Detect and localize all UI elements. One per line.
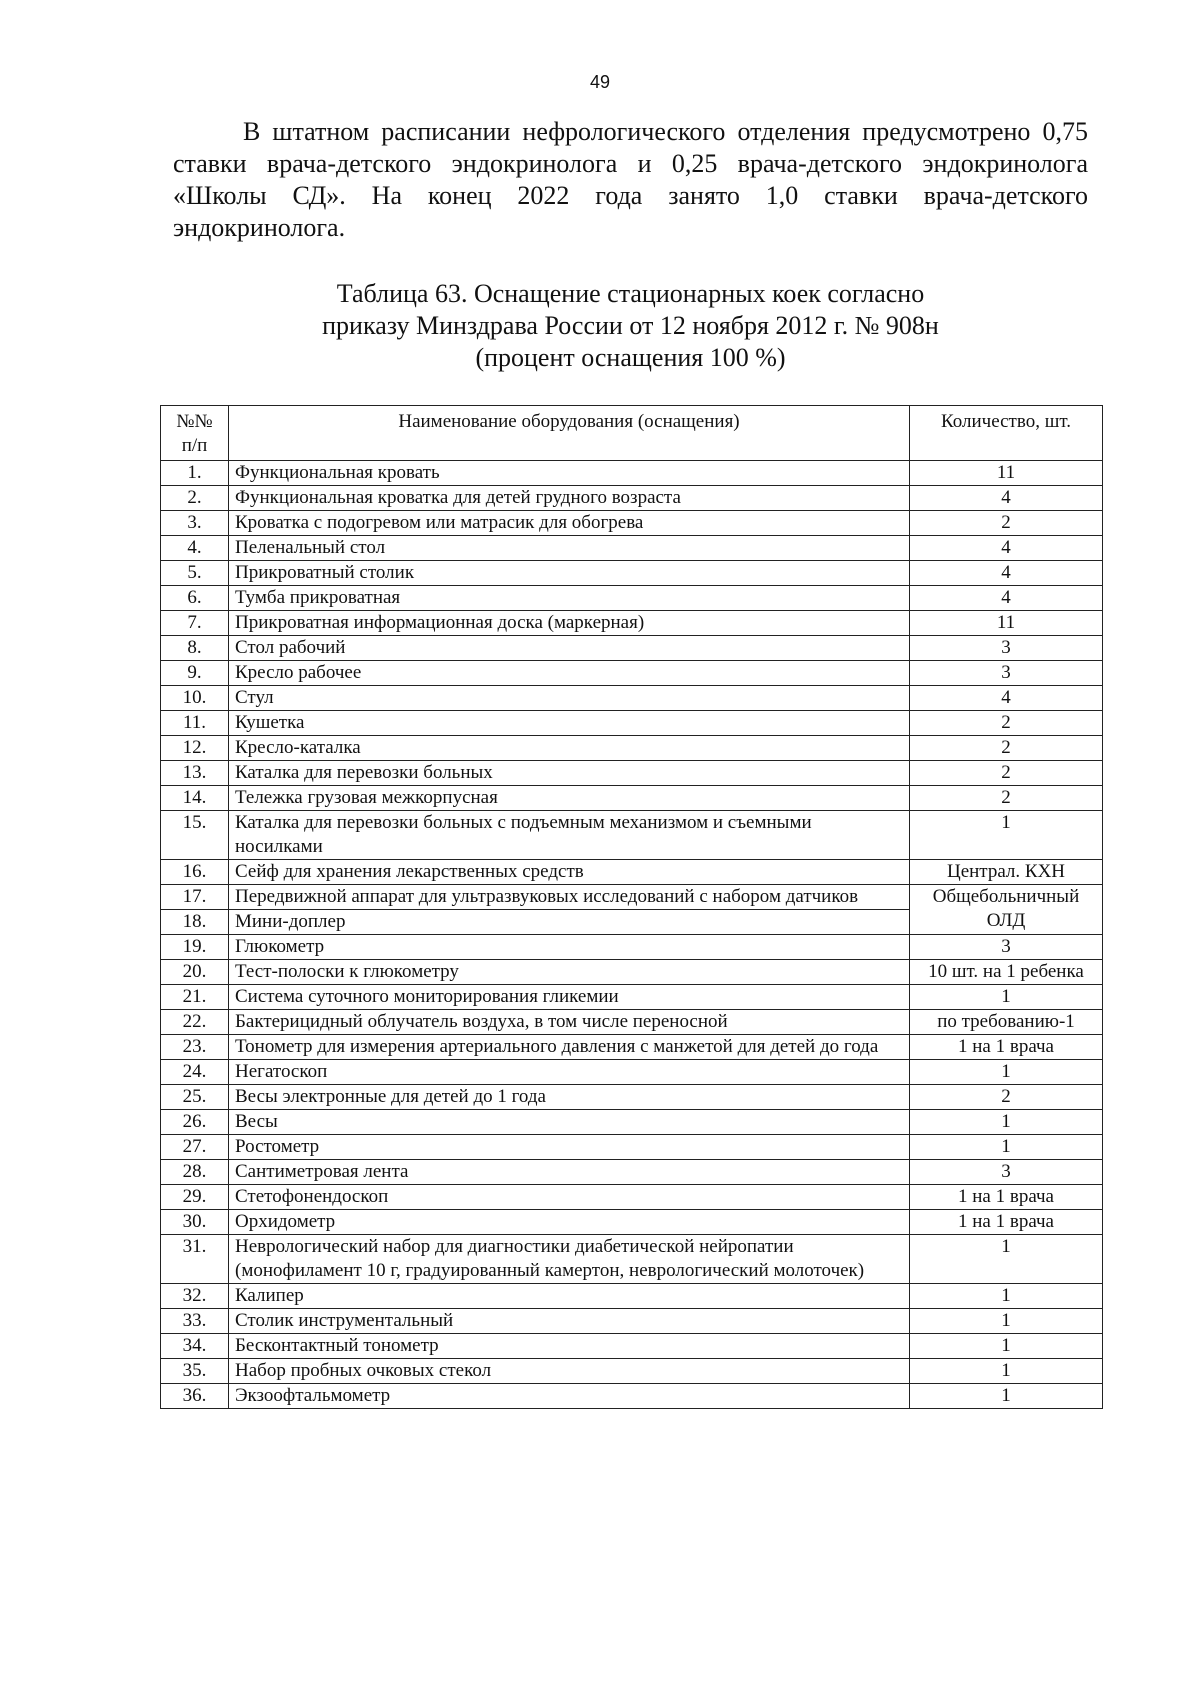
- table-row: [161, 786, 1103, 811]
- equipment-name: Тележка грузовая межкорпусная: [229, 786, 910, 811]
- table-row: [161, 1060, 1103, 1085]
- table-body: [161, 461, 1103, 1409]
- row-number: 1.: [161, 461, 229, 486]
- table-row: [161, 536, 1103, 561]
- equipment-quantity: 3: [910, 636, 1103, 661]
- row-number: 21.: [161, 985, 229, 1010]
- equipment-quantity: 4: [910, 486, 1103, 511]
- row-number: 25.: [161, 1085, 229, 1110]
- equipment-name: Тонометр для измерения артериального давления с манжетой для детей до года: [229, 1035, 910, 1060]
- table-row: [161, 1384, 1103, 1409]
- row-number: 4.: [161, 536, 229, 561]
- equipment-name: Кресло рабочее: [229, 661, 910, 686]
- equipment-quantity: 11: [910, 611, 1103, 636]
- equipment-quantity: 2: [910, 761, 1103, 786]
- row-number: 17.: [161, 885, 229, 910]
- equipment-name: Неврологический набор для диагностики диабетической нейропатии (монофиламент 10 г, градуированный камертон, неврологический молоточек): [229, 1235, 910, 1284]
- table-row: [161, 1210, 1103, 1235]
- equipment-quantity: 11: [910, 461, 1103, 486]
- table-row: [161, 811, 1103, 860]
- row-number: 13.: [161, 761, 229, 786]
- row-number: 24.: [161, 1060, 229, 1085]
- table-row: [161, 736, 1103, 761]
- row-number: 9.: [161, 661, 229, 686]
- equipment-name: Весы электронные для детей до 1 года: [229, 1085, 910, 1110]
- row-number: 19.: [161, 935, 229, 960]
- row-number: 29.: [161, 1185, 229, 1210]
- equipment-name: Кушетка: [229, 711, 910, 736]
- equipment-quantity: 1: [910, 1384, 1103, 1409]
- equipment-name: Весы: [229, 1110, 910, 1135]
- equipment-quantity: 1: [910, 1235, 1103, 1284]
- equipment-quantity: 2: [910, 1085, 1103, 1110]
- table-row: [161, 636, 1103, 661]
- intro-paragraph: [173, 116, 1088, 244]
- equipment-quantity: 1: [910, 1334, 1103, 1359]
- row-number: 30.: [161, 1210, 229, 1235]
- equipment-quantity: 1: [910, 1135, 1103, 1160]
- row-number: 12.: [161, 736, 229, 761]
- row-number: 5.: [161, 561, 229, 586]
- equipment-name: Сантиметровая лента: [229, 1160, 910, 1185]
- row-number: 14.: [161, 786, 229, 811]
- equipment-name: Функциональная кроватка для детей грудного возраста: [229, 486, 910, 511]
- equipment-name: Сейф для хранения лекарственных средств: [229, 860, 910, 885]
- equipment-quantity: по требованию-1: [910, 1010, 1103, 1035]
- row-number: 7.: [161, 611, 229, 636]
- equipment-name: Функциональная кровать: [229, 461, 910, 486]
- row-number: 34.: [161, 1334, 229, 1359]
- equipment-quantity: 2: [910, 736, 1103, 761]
- equipment-quantity: 1: [910, 1359, 1103, 1384]
- table-row: [161, 1110, 1103, 1135]
- table-row: [161, 1359, 1103, 1384]
- equipment-quantity: 4: [910, 561, 1103, 586]
- equipment-name: Каталка для перевозки больных с подъемным механизмом и съемными носилками: [229, 811, 910, 860]
- row-number: 16.: [161, 860, 229, 885]
- equipment-name: Столик инструментальный: [229, 1309, 910, 1334]
- table-row: [161, 1235, 1103, 1284]
- table-row: [161, 860, 1103, 885]
- equipment-quantity: 4: [910, 586, 1103, 611]
- equipment-name: Тумба прикроватная: [229, 586, 910, 611]
- table-row: [161, 1334, 1103, 1359]
- row-number: 18.: [161, 910, 229, 935]
- equipment-quantity: 1: [910, 1110, 1103, 1135]
- equipment-name: Бесконтактный тонометр: [229, 1334, 910, 1359]
- equipment-name: Стол рабочий: [229, 636, 910, 661]
- equipment-quantity: 1: [910, 1284, 1103, 1309]
- row-number: 8.: [161, 636, 229, 661]
- table-row: [161, 1160, 1103, 1185]
- equipment-name: Тест-полоски к глюкометру: [229, 960, 910, 985]
- row-number: 2.: [161, 486, 229, 511]
- equipment-quantity: 3: [910, 661, 1103, 686]
- equipment-quantity: 4: [910, 536, 1103, 561]
- table-row: [161, 1035, 1103, 1060]
- table-row: [161, 761, 1103, 786]
- equipment-name: Экзоофтальмометр: [229, 1384, 910, 1409]
- equipment-name: Прикроватный столик: [229, 561, 910, 586]
- table-row: [161, 561, 1103, 586]
- table-caption-line-3: (процент оснащения 100 %): [475, 343, 786, 372]
- equipment-name: Мини-доплер: [229, 910, 910, 935]
- equipment-quantity: 3: [910, 1160, 1103, 1185]
- table-caption-line-2: приказу Минздрава России от 12 ноября 2012 г. № 908н: [322, 311, 939, 340]
- equipment-quantity: 1: [910, 985, 1103, 1010]
- row-number: 36.: [161, 1384, 229, 1409]
- equipment-name: Каталка для перевозки больных: [229, 761, 910, 786]
- table-row: [161, 1135, 1103, 1160]
- page-number: 49: [589, 72, 611, 92]
- row-number: 27.: [161, 1135, 229, 1160]
- equipment-quantity: 3: [910, 935, 1103, 960]
- row-number: 33.: [161, 1309, 229, 1334]
- table-row: [161, 611, 1103, 636]
- equipment-name: Негатоскоп: [229, 1060, 910, 1085]
- equipment-name: Орхидометр: [229, 1210, 910, 1235]
- equipment-quantity: 1 на 1 врача: [910, 1185, 1103, 1210]
- table-row: [161, 686, 1103, 711]
- table-row: [161, 461, 1103, 486]
- row-number: 35.: [161, 1359, 229, 1384]
- table-row: [161, 486, 1103, 511]
- equipment-name: Калипер: [229, 1284, 910, 1309]
- row-number: 26.: [161, 1110, 229, 1135]
- equipment-name: Прикроватная информационная доска (маркерная): [229, 611, 910, 636]
- row-number: 11.: [161, 711, 229, 736]
- table-row: [161, 885, 1103, 910]
- equipment-quantity: 1 на 1 врача: [910, 1210, 1103, 1235]
- equipment-quantity: 1: [910, 1060, 1103, 1085]
- table-row: [161, 511, 1103, 536]
- equipment-quantity: 2: [910, 786, 1103, 811]
- row-number: 15.: [161, 811, 229, 860]
- equipment-name: Бактерицидный облучатель воздуха, в том числе переносной: [229, 1010, 910, 1035]
- equipment-name: Набор пробных очковых стекол: [229, 1359, 910, 1384]
- row-number: 31.: [161, 1235, 229, 1284]
- equipment-name: Кресло-каталка: [229, 736, 910, 761]
- equipment-quantity: 10 шт. на 1 ребенка: [910, 960, 1103, 985]
- equipment-name: Стетофонендоскоп: [229, 1185, 910, 1210]
- equipment-table: [160, 405, 1103, 1409]
- row-number: 28.: [161, 1160, 229, 1185]
- equipment-name: Кроватка с подогревом или матрасик для обогрева: [229, 511, 910, 536]
- table-row: [161, 661, 1103, 686]
- equipment-name: Стул: [229, 686, 910, 711]
- equipment-name: Передвижной аппарат для ультразвуковых исследований с набором датчиков: [229, 885, 910, 910]
- row-number: 23.: [161, 1035, 229, 1060]
- row-number: 3.: [161, 511, 229, 536]
- table-row: [161, 985, 1103, 1010]
- row-number: 6.: [161, 586, 229, 611]
- table-row: [161, 1085, 1103, 1110]
- table-row: [161, 1185, 1103, 1210]
- row-number: 10.: [161, 686, 229, 711]
- row-number: 32.: [161, 1284, 229, 1309]
- equipment-quantity: Общебольничный ОЛД: [910, 885, 1103, 935]
- row-number: 20.: [161, 960, 229, 985]
- table-row: [161, 586, 1103, 611]
- equipment-quantity: 4: [910, 686, 1103, 711]
- table-row: [161, 711, 1103, 736]
- equipment-quantity: 2: [910, 711, 1103, 736]
- header-qty: Количество, шт.: [910, 406, 1103, 461]
- table-caption-line-1: Таблица 63. Оснащение стационарных коек согласно: [336, 279, 925, 308]
- table-row: [161, 1010, 1103, 1035]
- table-row: [161, 935, 1103, 960]
- equipment-quantity: 1: [910, 811, 1103, 860]
- equipment-quantity: 2: [910, 511, 1103, 536]
- equipment-name: Пеленальный стол: [229, 536, 910, 561]
- row-number: 22.: [161, 1010, 229, 1035]
- equipment-name: Глюкометр: [229, 935, 910, 960]
- table-row: [161, 960, 1103, 985]
- equipment-quantity: 1 на 1 врача: [910, 1035, 1103, 1060]
- header-num: №№ п/п: [161, 406, 229, 461]
- table-row: [161, 1309, 1103, 1334]
- table-header-row: [161, 406, 1103, 461]
- equipment-quantity: Централ. КХН: [910, 860, 1103, 885]
- equipment-name: Ростометр: [229, 1135, 910, 1160]
- equipment-name: Система суточного мониторирования гликемии: [229, 985, 910, 1010]
- equipment-quantity: 1: [910, 1309, 1103, 1334]
- table-row: [161, 1284, 1103, 1309]
- intro-paragraph-text: В штатном расписании нефрологического отделения предусмотрено 0,75 ставки врача-детского эндокринолога и 0,25 врача-детского эндокринолога «Школы СД». На конец 2022 года занято 1,0 ставки врача-детского эндокринолога.: [173, 117, 1088, 242]
- header-name: Наименование оборудования (оснащения): [229, 406, 910, 461]
